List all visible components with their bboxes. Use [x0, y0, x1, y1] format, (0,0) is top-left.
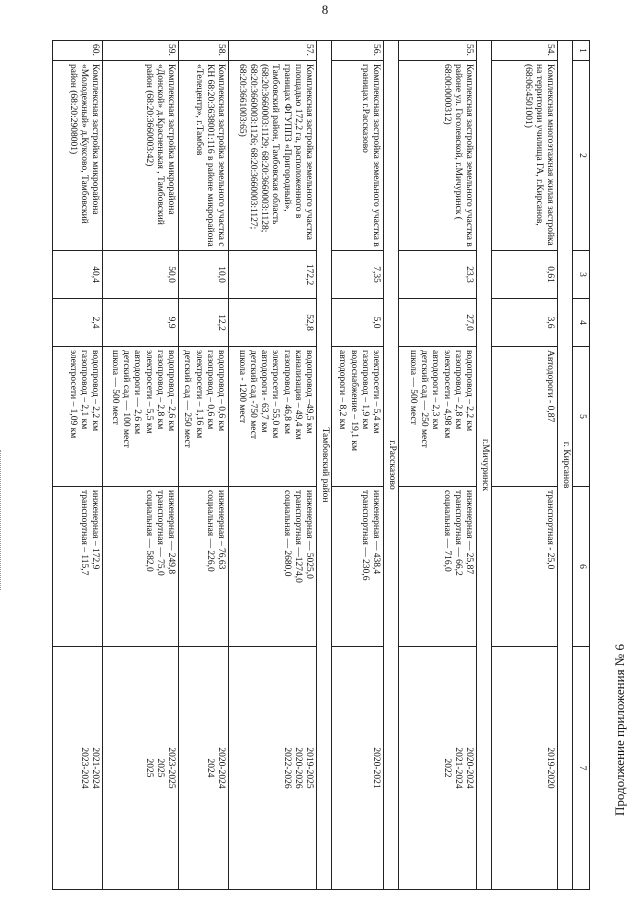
infrastructure-list: водопровод – 0,6 км газопровод – 0,6 км электросети – 1,16 км детский сад — 250 мест — [179, 347, 229, 487]
table-row — [229, 41, 317, 890]
area-value: 23,3 — [399, 251, 477, 299]
col-header: 4 — [573, 299, 590, 347]
column4-value: 5,0 — [332, 299, 384, 347]
costs-list: инженерная — 5025,0 транспортная —1274,0 социальная — 2680,0 — [229, 487, 317, 647]
area-value: 172,2 — [229, 251, 317, 299]
row-number: 58. — [179, 41, 229, 61]
development-table — [52, 40, 590, 890]
row-number: 60. — [53, 41, 103, 61]
section-title: г.Рассказово — [384, 41, 399, 890]
section-row — [477, 41, 492, 890]
costs-list: инженерная — 249,8 транспортная — 75,0 социальная — 582,0 — [103, 487, 179, 647]
column4-value: 2,4 — [53, 299, 103, 347]
section-row — [384, 41, 399, 890]
infrastructure-list: водопровод – 2,2 км газопровод – 2,1 км электросети – 1,09 км — [53, 347, 103, 487]
section-title: г.Мичуринск — [477, 41, 492, 890]
col-header: 1 — [573, 41, 590, 61]
project-name: Комплексная застройка земельного участка в районе ул. Гоголевской, г.Мичуринск ( 68:00:0000312) — [399, 61, 477, 251]
project-name: Комплексная застройка земельного участка с КН 68:20:3638001:116 в районе микрорайона «Телецентр», г.Тамбов — [179, 61, 229, 251]
table-row — [399, 41, 477, 890]
area-value: 0,61 — [492, 251, 558, 299]
table-row — [179, 41, 229, 890]
col-header: 7 — [573, 647, 590, 890]
section-row — [558, 41, 573, 890]
years-list: 2023-2025 2025 2025 — [103, 647, 179, 890]
area-value: 50,0 — [103, 251, 179, 299]
project-name: Комплексная многоэтажная жилая застройка на территории училища ГА, г.Кирсанов, (68:06:4501001) — [492, 61, 558, 251]
col-header: 5 — [573, 347, 590, 487]
project-name: Комплексная застройка земельного участка в границах г.Рассказово — [332, 61, 384, 251]
costs-list: инженерная — 25,87 транспортная — 66,2 социальная — 716,0 — [399, 487, 477, 647]
section-row — [317, 41, 332, 890]
project-name: Комплексная застройка земельного участка площадью 172,2 га, расположенного в границах ФГУППЗ «Пригородный», Тамбовский район, Тамбовская область (68:20:3660003:1129; 68:20:3660003:1128; 68:20:3660003:1126; 68:20:3660003:1127; 68:20:3661003:65) — [229, 61, 317, 251]
col-header: 6 — [573, 487, 590, 647]
column4-value: 3,6 — [492, 299, 558, 347]
column4-value: 27,0 — [399, 299, 477, 347]
years-list: 2020-2024 2021-2024 2022 — [399, 647, 477, 890]
project-name: Комплексная застройка микрорайона «Донской» д.Красненькая , Тамбовский район (68:20:3660003:42) — [103, 61, 179, 251]
scan-edge-mark — [0, 450, 2, 590]
page-number: 8 — [321, 2, 329, 17]
years-list: 2020-2024 2024 — [179, 647, 229, 890]
table-row — [103, 41, 179, 890]
costs-list: инженерная – 76,63 социальная — 226,0 — [179, 487, 229, 647]
row-number: 55. — [399, 41, 477, 61]
years-list: 2021-2024 2023-2024 — [53, 647, 103, 890]
rotated-table-page — [67, 40, 590, 890]
column4-value: 52,8 — [229, 299, 317, 347]
project-name: Комплексная застройка микрорайона «Молодежный» д.Куксово, Тамбовский район (68:20:2908001) — [53, 61, 103, 251]
continuation-header — [610, 560, 630, 900]
column-number-row — [573, 41, 590, 890]
costs-list: инженерная — 438,4 транспортная — 230,6 — [332, 487, 384, 647]
costs-list: транспортная - 25,0 — [492, 487, 558, 647]
table-row — [53, 41, 103, 890]
row-number: 59. — [103, 41, 179, 61]
area-value: 40,4 — [53, 251, 103, 299]
row-number: 54. — [492, 41, 558, 61]
years-list: 2019-2025 2020-2026 2022-2026 — [229, 647, 317, 890]
infrastructure-list: электросети – 5,4 км газопровод – 1,9 км водоснабжение – 19,1 км автодороги – 8,2 км — [332, 347, 384, 487]
infrastructure-list: Автодороги - 0,87 — [492, 347, 558, 487]
row-number: 57. — [229, 41, 317, 61]
column4-value: 12,2 — [179, 299, 229, 347]
col-header: 2 — [573, 61, 590, 251]
column4-value: 9,9 — [103, 299, 179, 347]
section-title: г. Кирсанов — [558, 41, 573, 890]
infrastructure-list: водопровод – 2,2 км газопровод – 2,8 км электросети – 4,98 км автодороги – 2,3 км детский сад — 250 мест школа — 500 мест — [399, 347, 477, 487]
table-row — [492, 41, 558, 890]
area-value: 10,0 — [179, 251, 229, 299]
row-number: 56. — [332, 41, 384, 61]
col-header: 3 — [573, 251, 590, 299]
table-row — [332, 41, 384, 890]
area-value: 7,35 — [332, 251, 384, 299]
section-title: Тамбовский район — [317, 41, 332, 890]
years-list: 2020-2021 — [332, 647, 384, 890]
infrastructure-list: водопровод –49,5 км канализация – 49,4 км газопровод – 46,8 км электросети – 55,0 км автодороги - 63,7 км детский сад -750 мест школа - 1200 мест — [229, 347, 317, 487]
years-list: 2019-2020 — [492, 647, 558, 890]
infrastructure-list: водопровод – 2,6 км газопровод – 2,8 км электросети – 5,5 км автодороги — 2,6 км детский сад — 100 мест школа — 500 мест — [103, 347, 179, 487]
continuation-header-text: Продолжение приложения № 6 — [612, 644, 627, 816]
costs-list: инженерная – 172,9 транспортная – 115,7 — [53, 487, 103, 647]
